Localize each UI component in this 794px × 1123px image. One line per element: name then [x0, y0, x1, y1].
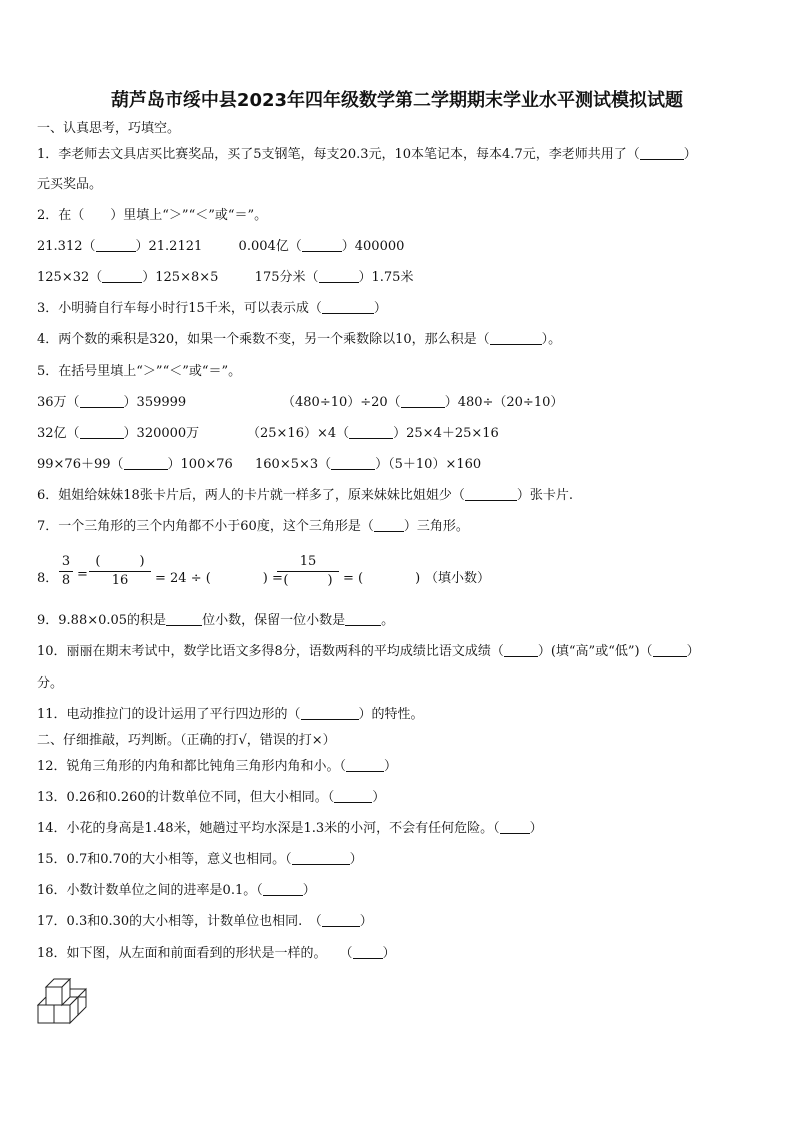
question-2-row-2: 125×32（ ）125×8×5 175分米（ ）1.75米 — [37, 270, 414, 285]
question-11: 11．电动推拉门的设计运用了平行四边形的（ ）的特性。 — [37, 707, 424, 722]
question-2: 2．在（ ）里填上“＞”“＜”或“＝”。 — [37, 208, 268, 223]
question-1-cont: 元买奖品。 — [37, 177, 103, 192]
question-5-row-2: 32亿（ ）320000万 （25×16）×4（ ）25×4＋25×16 — [37, 426, 499, 441]
answer-blank[interactable] — [319, 270, 359, 283]
answer-blank[interactable] — [102, 270, 142, 283]
answer-blank[interactable] — [500, 821, 530, 834]
question-13: 13．0.26和0.260的计数单位不同，但大小相同。（ ） — [37, 790, 386, 805]
answer-blank[interactable] — [490, 332, 542, 345]
question-10: 10．丽丽在期末考试中，数学比语文多得8分，语数两科的平均成绩比语文成绩（ ）(填“高”或“低”)（ ） — [37, 644, 700, 659]
answer-blank[interactable] — [166, 613, 202, 626]
answer-blank[interactable] — [640, 147, 684, 160]
answer-blank[interactable] — [345, 613, 381, 626]
answer-blank[interactable] — [331, 457, 375, 470]
answer-blank[interactable] — [401, 395, 445, 408]
fraction-3-8: 3 8 — [59, 553, 73, 590]
question-6: 6．姐姐给妹妹18张卡片后，两人的卡片就一样多了，原来妹妹比姐姐少（ ）张卡片. — [37, 488, 573, 503]
answer-blank[interactable] — [80, 426, 124, 439]
question-8: 8． 3 8 = ( ) 16 = 24 ÷ ( ) = 15 ( ) = ( ) （填小数） — [37, 554, 491, 588]
answer-blank[interactable] — [334, 790, 372, 803]
question-2-row-1: 21.312（ ）21.2121 0.004亿（ ）400000 — [37, 239, 405, 254]
answer-blank[interactable] — [292, 852, 350, 865]
page-title: 葫芦岛市绥中县2023年四年级数学第二学期期末学业水平测试模拟试题 — [110, 90, 684, 111]
question-17: 17．0.3和0.30的大小相等，计数单位也相同. （ ） — [37, 914, 373, 929]
question-5-row-3: 99×76＋99（ ）100×76 160×5×3（ ）（5＋10）×160 — [37, 457, 482, 472]
question-18: 18．如下图，从左面和前面看到的形状是一样的。 （ ） — [37, 946, 396, 961]
question-4: 4．两个数的乘积是320，如果一个乘数不变，另一个乘数除以10，那么积是（ ）。 — [37, 332, 562, 347]
question-9: 9．9.88×0.05的积是 位小数，保留一位小数是 。 — [37, 613, 395, 628]
fraction-blank-16[interactable]: ( ) 16 — [89, 553, 151, 590]
answer-blank[interactable] — [124, 457, 168, 470]
answer-blank[interactable] — [302, 239, 342, 252]
answer-blank[interactable] — [322, 301, 374, 314]
answer-blank[interactable] — [263, 883, 303, 896]
answer-blank[interactable] — [80, 395, 124, 408]
question-5-row-1: 36万（ ）359999 （480÷10）÷20（ ）480÷（20÷10） — [37, 395, 564, 410]
question-1: 1．李老师去文具店买比赛奖品，买了5支钢笔，每支20.3元，10本笔记本，每本4.7元，李老师共用了（ ） — [37, 147, 697, 162]
question-16: 16．小数计数单位之间的进率是0.1。（ ） — [37, 883, 316, 898]
answer-blank[interactable] — [504, 644, 538, 657]
section-1-heading: 一、认真思考，巧填空。 — [37, 121, 181, 136]
answer-blank[interactable] — [301, 707, 359, 720]
answer-blank[interactable] — [322, 914, 360, 927]
answer-blank[interactable] — [96, 239, 136, 252]
cube-face — [46, 987, 62, 1005]
answer-blank[interactable] — [346, 759, 384, 772]
question-7: 7．一个三角形的三个内角都不小于60度，这个三角形是（ ）三角形。 — [37, 519, 469, 534]
question-15: 15．0.7和0.70的大小相等，意义也相同。（ ） — [37, 852, 363, 867]
section-2-heading: 二、仔细推敲，巧判断。（正确的打√，错误的打×） — [37, 733, 336, 748]
answer-blank[interactable] — [374, 519, 404, 532]
question-14: 14．小花的身高是1.48米，她趟过平均水深是1.3米的小河，不会有任何危险。（ ） — [37, 821, 543, 836]
cube-side — [78, 989, 86, 1015]
cube-face — [38, 1005, 54, 1023]
question-12: 12．锐角三角形的内角和都比钝角三角形内角和小。（ ） — [37, 759, 398, 774]
answer-blank[interactable] — [465, 488, 517, 501]
fraction-15-blank[interactable]: 15 ( ) — [277, 553, 339, 590]
question-5: 5．在括号里填上“＞”“＜”或“＝”。 — [37, 364, 242, 379]
question-10-cont: 分。 — [37, 676, 64, 691]
cube-stack-figure — [37, 978, 89, 1026]
answer-blank[interactable] — [353, 946, 383, 959]
cube-face — [54, 1005, 70, 1023]
answer-blank[interactable] — [349, 426, 393, 439]
answer-blank[interactable] — [653, 644, 687, 657]
question-3: 3．小明骑自行车每小时行15千米，可以表示成（ ） — [37, 301, 387, 316]
